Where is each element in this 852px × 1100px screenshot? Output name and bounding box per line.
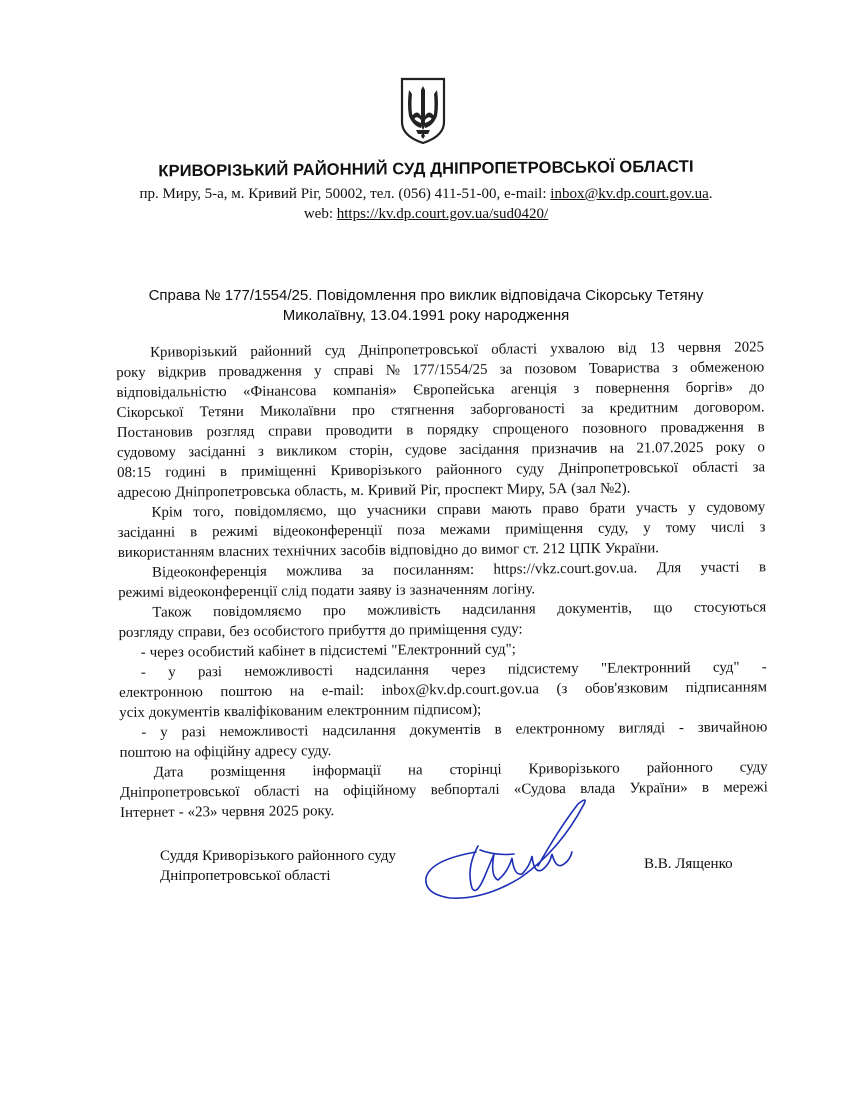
body-line: відповідальністю «Фінансова компанія» Європейська агенція з повернення боргів» до (116, 379, 765, 401)
subject-line-1: Справа № 177/1554/25. Повідомлення про виклик відповідача Сікорську Тетяну (148, 287, 704, 304)
court-address-line (60, 186, 792, 203)
body-line: - через особистий кабінет в підсистемі "Електронний суд"; (140, 641, 516, 661)
body-line: 08:15 годині в приміщенні Криворізького районного суду Дніпропетровської області за (117, 459, 766, 481)
judge-name: В.В. Лященко (644, 856, 733, 872)
case-subject (110, 286, 742, 326)
body-line: усіх документів кваліфікованим електронним підписом); (119, 701, 482, 721)
court-name-heading: КРИВОРІЗЬКИЙ РАЙОННИЙ СУД ДНІПРОПЕТРОВСЬКОЇ ОБЛАСТІ (158, 157, 694, 181)
body-line: розгляду справи, без особистого прибуття до приміщення суду: (118, 621, 523, 641)
subject-line-2: Миколаївну, 13.04.1991 року народження (282, 307, 570, 324)
body-line: поштою на офіційну адресу суду. (119, 743, 332, 761)
judge-title (160, 846, 396, 886)
body-line: електронною поштою на e-mail: inbox@kv.dp.court.gov.ua (з обов'язковим підписанням (118, 679, 768, 701)
body-line: адресою Дніпропетровська область, м. Кривий Ріг, проспект Миру, 5А (зал №2). (117, 480, 631, 501)
body-line: Дата розміщення інформації на сторінці Криворізького районного суду (153, 759, 768, 781)
court-email-link[interactable]: inbox@kv.dp.court.gov.ua (550, 186, 709, 202)
address-suffix: . (708, 186, 713, 202)
address-text: пр. Миру, 5-а, м. Кривий Ріг, 50002, тел. (056) 411-51-00, e-mail: (139, 186, 551, 202)
web-label: web: (303, 206, 337, 222)
body-line: Сікорської Тетяни Миколаївни про стягнення заборгованості за кредитним договором. (116, 399, 765, 421)
judge-title-line-1: Суддя Криворізького районного суду (160, 848, 397, 864)
notice-body (116, 337, 768, 823)
body-line: року відкрив провадження у справі № 177/1554/25 за позовом Товариства з обмеженою (116, 359, 765, 381)
body-line: Крім того, повідомляємо, що учасники справи мають право брати участь у судовому (151, 499, 766, 521)
body-line: Відеоконференція можлива за посиланням: https://vkz.court.gov.ua. Для участі в (151, 559, 767, 581)
body-line: засіданні в режимі відеоконференції поза межами приміщення суду, у тому числі з (117, 519, 766, 541)
body-line: Інтернет - «23» червня 2025 року. (120, 803, 335, 821)
body-line: - у разі неможливості надсилання через підсистему "Електронний суд" - (140, 659, 767, 681)
body-line: Дніпропетровської області на офіційному вебпорталі «Судова влада України» в мережі (119, 779, 768, 801)
body-line: Також повідомляємо про можливість надсилання документів, що стосуються (152, 599, 767, 621)
judge-title-line-2: Дніпропетровської області (160, 868, 331, 884)
body-line: Криворізький районний суд Дніпропетровської області ухвалою від 13 червня 2025 (150, 339, 765, 361)
handwritten-signature-icon (418, 790, 588, 910)
trident-coat-of-arms-icon (399, 76, 447, 146)
court-web-line (60, 206, 792, 223)
body-line: режимі відеоконференції слід подати заяву із зазначенням логіну. (118, 581, 536, 601)
body-line: використанням власних технічних засобів відповідно до вимог ст. 212 ЦПК України. (117, 540, 660, 561)
body-line: - у разі неможливості надсилання документів в електронному вигляді - звичайною (141, 719, 768, 741)
body-line: судовому засіданні з викликом сторін, судове засідання призначив на 21.07.2025 року о (116, 439, 765, 461)
court-web-link[interactable]: https://kv.dp.court.gov.ua/sud0420/ (336, 206, 549, 222)
body-line: Постановив розгляд справи проводити в порядку спрощеного позовного провадження в (116, 419, 765, 441)
